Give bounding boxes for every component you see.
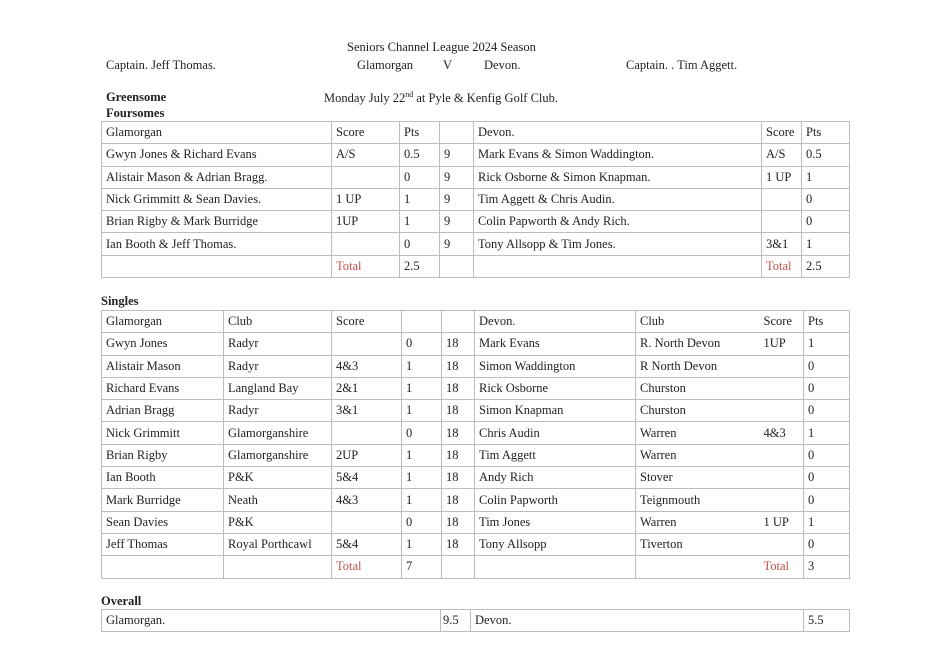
home-pair: Gwyn Jones & Richard Evans <box>102 144 332 166</box>
home-score: 4&3 <box>332 355 402 377</box>
home-total-label: Total <box>332 255 400 277</box>
col-header-away-pts: Pts <box>802 122 850 144</box>
col-header-pts: Pts <box>400 122 440 144</box>
home-team: Glamorgan <box>357 58 414 72</box>
home-score: 4&3 <box>332 489 402 511</box>
col-header-score: Score <box>332 122 400 144</box>
home-pts: 1 <box>400 211 440 233</box>
away-score <box>762 188 802 210</box>
home-club: Radyr <box>224 400 332 422</box>
holes: 18 <box>442 533 475 555</box>
away-pts: 1 <box>802 166 850 188</box>
empty-cell <box>102 556 224 578</box>
away-player: Tim Jones <box>475 511 636 533</box>
singles-total-row <box>102 556 850 578</box>
date-text: Monday July 22 <box>324 91 406 106</box>
home-pts: 1 <box>402 355 442 377</box>
home-pts: 0 <box>400 166 440 188</box>
venue-text: at Pyle & Kenfig Golf Club. <box>413 91 559 106</box>
match-date-venue <box>324 90 558 106</box>
home-player: Mark Burridge <box>102 489 224 511</box>
home-captain: Captain. Jeff Thomas. <box>106 58 216 72</box>
empty-cell <box>224 556 332 578</box>
home-pts: 0.5 <box>400 144 440 166</box>
singles-row <box>102 333 850 355</box>
holes: 9 <box>440 233 474 255</box>
col-header-pts <box>402 311 442 333</box>
empty-cell <box>474 255 762 277</box>
singles-row <box>102 355 850 377</box>
home-pair: Alistair Mason & Adrian Bragg. <box>102 166 332 188</box>
away-pts: 0 <box>804 467 850 489</box>
away-pts: 0.5 <box>802 144 850 166</box>
away-club: Churston <box>636 400 762 422</box>
home-club: P&K <box>224 511 332 533</box>
away-pts: 0 <box>802 188 850 210</box>
holes: 18 <box>442 422 475 444</box>
singles-header-row <box>102 311 850 333</box>
singles-row <box>102 489 850 511</box>
home-player: Sean Davies <box>102 511 224 533</box>
holes: 9 <box>440 188 474 210</box>
away-pair: Tony Allsopp & Tim Jones. <box>474 233 762 255</box>
foursomes-heading-line1: Greensome <box>106 90 167 104</box>
away-player: Chris Audin <box>475 422 636 444</box>
away-score <box>762 467 804 489</box>
holes: 9 <box>440 166 474 188</box>
date-suffix: nd <box>405 90 414 99</box>
away-pair: Tim Aggett & Chris Audin. <box>474 188 762 210</box>
away-pts: 0 <box>802 211 850 233</box>
holes: 9 <box>440 144 474 166</box>
home-pts: 1 <box>402 467 442 489</box>
away-club: Warren <box>636 444 762 466</box>
home-total: 7 <box>402 556 442 578</box>
home-club: Langland Bay <box>224 377 332 399</box>
empty-cell <box>102 255 332 277</box>
home-score: A/S <box>332 144 400 166</box>
away-score: 1 UP <box>762 511 804 533</box>
holes: 18 <box>442 333 475 355</box>
col-header-hole <box>442 311 475 333</box>
away-score: A/S <box>762 144 802 166</box>
away-player: Simon Knapman <box>475 400 636 422</box>
away-player: Simon Waddington <box>475 355 636 377</box>
col-header-home: Glamorgan <box>102 311 224 333</box>
away-score <box>762 355 804 377</box>
away-pts: 1 <box>804 422 850 444</box>
col-header-away-club: Club <box>636 311 762 333</box>
home-score <box>332 166 400 188</box>
holes: 18 <box>442 467 475 489</box>
away-pair: Rick Osborne & Simon Knapman. <box>474 166 762 188</box>
home-player: Brian Rigby <box>102 444 224 466</box>
away-club: Stover <box>636 467 762 489</box>
home-club: Royal Porthcawl <box>224 533 332 555</box>
home-club: Glamorganshire <box>224 444 332 466</box>
away-pts: 1 <box>804 333 850 355</box>
holes: 18 <box>442 355 475 377</box>
empty-cell <box>440 255 474 277</box>
away-club: Churston <box>636 377 762 399</box>
foursomes-row <box>102 188 850 210</box>
home-score <box>332 233 400 255</box>
away-pair: Mark Evans & Simon Waddington. <box>474 144 762 166</box>
foursomes-row <box>102 144 850 166</box>
home-player: Adrian Bragg <box>102 400 224 422</box>
home-player: Nick Grimmitt <box>102 422 224 444</box>
overall-heading: Overall <box>101 594 142 608</box>
holes: 18 <box>442 489 475 511</box>
away-player: Tony Allsopp <box>475 533 636 555</box>
away-total-label: Total <box>762 255 802 277</box>
foursomes-table <box>101 121 850 278</box>
away-club: Warren <box>636 422 762 444</box>
home-pts: 1 <box>402 377 442 399</box>
home-score: 3&1 <box>332 400 402 422</box>
singles-row <box>102 511 850 533</box>
foursomes-row <box>102 166 850 188</box>
away-pts: 0 <box>804 533 850 555</box>
col-header-away-score: Score <box>762 122 802 144</box>
overall-home-total: 9.5 <box>441 610 471 632</box>
away-total: 3 <box>804 556 850 578</box>
home-total: 2.5 <box>400 255 440 277</box>
home-score <box>332 511 402 533</box>
away-score: 4&3 <box>762 422 804 444</box>
home-player: Richard Evans <box>102 377 224 399</box>
away-score: 1 UP <box>762 166 802 188</box>
away-score <box>762 377 804 399</box>
home-pair: Ian Booth & Jeff Thomas. <box>102 233 332 255</box>
singles-heading: Singles <box>101 294 139 308</box>
away-score: 1UP <box>762 333 804 355</box>
home-pts: 0 <box>402 511 442 533</box>
home-score: 5&4 <box>332 533 402 555</box>
singles-row <box>102 377 850 399</box>
empty-cell <box>442 556 475 578</box>
home-score: 5&4 <box>332 467 402 489</box>
overall-table <box>101 609 850 632</box>
away-pts: 1 <box>804 511 850 533</box>
col-header-hole <box>440 122 474 144</box>
away-score <box>762 533 804 555</box>
holes: 9 <box>440 211 474 233</box>
home-score: 2&1 <box>332 377 402 399</box>
away-pts: 0 <box>804 355 850 377</box>
away-club: Warren <box>636 511 762 533</box>
away-team: Devon. <box>484 58 521 72</box>
singles-table <box>101 310 850 579</box>
away-score: 3&1 <box>762 233 802 255</box>
col-header-away: Devon. <box>474 122 762 144</box>
overall-home: Glamorgan. <box>102 610 441 632</box>
away-pts: 0 <box>804 377 850 399</box>
foursomes-header-row <box>102 122 850 144</box>
home-pts: 1 <box>400 188 440 210</box>
away-player: Tim Aggett <box>475 444 636 466</box>
overall-away: Devon. <box>471 610 804 632</box>
home-club: Glamorganshire <box>224 422 332 444</box>
home-pts: 1 <box>402 444 442 466</box>
home-player: Gwyn Jones <box>102 333 224 355</box>
col-header-score: Score <box>332 311 402 333</box>
away-score <box>762 400 804 422</box>
empty-cell <box>475 556 636 578</box>
overall-row <box>102 610 850 632</box>
foursomes-total-row <box>102 255 850 277</box>
away-pts: 0 <box>804 489 850 511</box>
away-club: Teignmouth <box>636 489 762 511</box>
away-captain: Captain. . Tim Aggett. <box>626 58 738 72</box>
away-pts: 0 <box>804 444 850 466</box>
away-pts: 0 <box>804 400 850 422</box>
away-player: Colin Papworth <box>475 489 636 511</box>
col-header-away-pts: Pts <box>804 311 850 333</box>
col-header-home: Glamorgan <box>102 122 332 144</box>
home-player: Jeff Thomas <box>102 533 224 555</box>
home-pts: 1 <box>402 489 442 511</box>
home-pts: 1 <box>402 400 442 422</box>
home-pts: 0 <box>400 233 440 255</box>
away-club: R. North Devon <box>636 333 762 355</box>
home-total-label: Total <box>332 556 402 578</box>
foursomes-row <box>102 233 850 255</box>
singles-row <box>102 533 850 555</box>
singles-row <box>102 467 850 489</box>
holes: 18 <box>442 444 475 466</box>
home-score <box>332 333 402 355</box>
home-score: 1UP <box>332 211 400 233</box>
away-pair: Colin Papworth & Andy Rich. <box>474 211 762 233</box>
empty-cell <box>636 556 762 578</box>
away-player: Rick Osborne <box>475 377 636 399</box>
overall-away-total: 5.5 <box>804 610 850 632</box>
holes: 18 <box>442 511 475 533</box>
away-club: Tiverton <box>636 533 762 555</box>
away-score <box>762 211 802 233</box>
away-score <box>762 444 804 466</box>
holes: 18 <box>442 400 475 422</box>
singles-row <box>102 400 850 422</box>
away-player: Andy Rich <box>475 467 636 489</box>
away-total: 2.5 <box>802 255 850 277</box>
home-player: Alistair Mason <box>102 355 224 377</box>
singles-row <box>102 422 850 444</box>
home-club: Neath <box>224 489 332 511</box>
home-club: P&K <box>224 467 332 489</box>
away-total-label: Total <box>762 556 804 578</box>
document-title: Seniors Channel League 2024 Season <box>347 40 536 54</box>
home-pts: 0 <box>402 422 442 444</box>
away-score <box>762 489 804 511</box>
foursomes-row <box>102 211 850 233</box>
home-pair: Nick Grimmitt & Sean Davies. <box>102 188 332 210</box>
away-pts: 1 <box>802 233 850 255</box>
home-club: Radyr <box>224 333 332 355</box>
away-player: Mark Evans <box>475 333 636 355</box>
col-header-away: Devon. <box>475 311 636 333</box>
home-pts: 1 <box>402 533 442 555</box>
home-pair: Brian Rigby & Mark Burridge <box>102 211 332 233</box>
singles-row <box>102 444 850 466</box>
home-score: 2UP <box>332 444 402 466</box>
home-score: 1 UP <box>332 188 400 210</box>
home-club: Radyr <box>224 355 332 377</box>
home-pts: 0 <box>402 333 442 355</box>
home-score <box>332 422 402 444</box>
versus: V <box>443 58 453 72</box>
col-header-club: Club <box>224 311 332 333</box>
foursomes-heading-line2: Foursomes <box>106 106 165 120</box>
holes: 18 <box>442 377 475 399</box>
home-player: Ian Booth <box>102 467 224 489</box>
col-header-away-score: Score <box>762 311 804 333</box>
away-club: R North Devon <box>636 355 762 377</box>
